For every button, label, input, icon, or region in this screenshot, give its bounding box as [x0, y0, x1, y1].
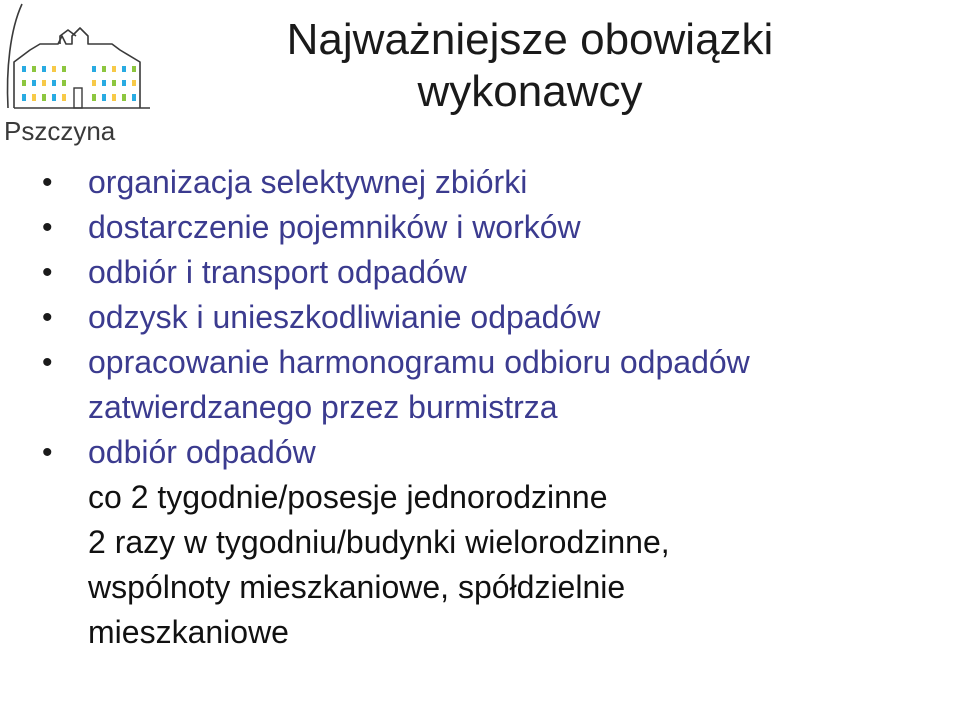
title-line-1: Najważniejsze obowiązki [286, 15, 774, 64]
bullet-text: • odzysk i unieszkodliwianie odpadów [88, 299, 601, 335]
list-item [0, 250, 960, 295]
bullet-list [0, 160, 960, 655]
bullet-text: • odbiór i transport odpadów [88, 254, 467, 290]
castle-icon [0, 0, 160, 160]
bullet-text-continuation: wspólnoty mieszkaniowe, spółdzielnie [88, 569, 626, 605]
bullet-text: • organizacja selektywnej zbiórki [88, 164, 528, 200]
list-item [0, 160, 960, 205]
bullet-text: • dostarczenie pojemników i worków [88, 209, 581, 245]
list-item [0, 430, 960, 655]
bullet-text: • opracowanie harmonogramu odbioru odpadów [88, 344, 750, 380]
list-item [0, 205, 960, 250]
logo-text: Pszczyna [4, 116, 116, 146]
pszczyna-logo [0, 0, 160, 160]
list-item [0, 340, 960, 430]
bullet-text-continuation: zatwierdzanego przez burmistrza [88, 389, 558, 425]
list-item [0, 295, 960, 340]
slide-title [230, 14, 830, 118]
title-line-2: wykonawcy [417, 67, 643, 116]
bullet-text: • odbiór odpadów [88, 434, 316, 470]
bullet-text-continuation: 2 razy w tygodniu/budynki wielorodzinne, [88, 524, 670, 560]
bullet-text-continuation: co 2 tygodnie/posesje jednorodzinne [88, 479, 608, 515]
bullet-text-continuation: mieszkaniowe [88, 614, 289, 650]
